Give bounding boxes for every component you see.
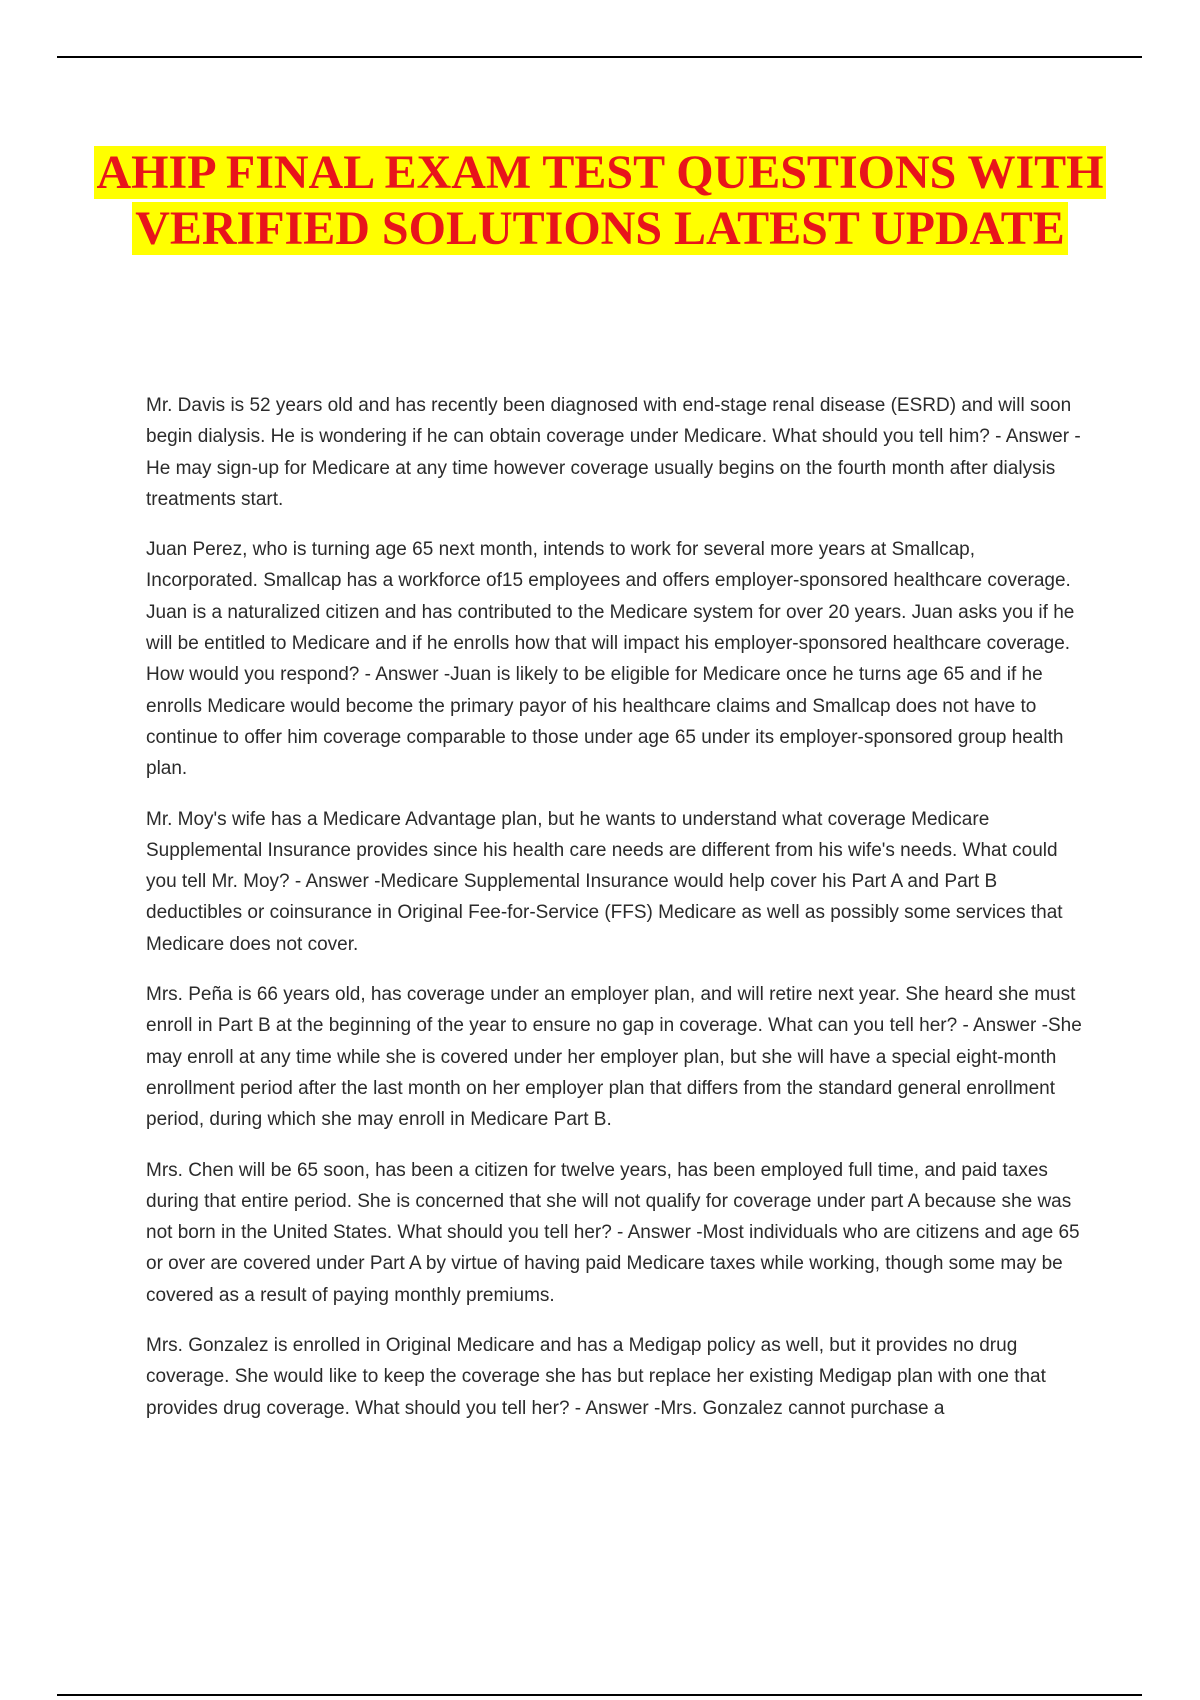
- qa-item-mr-moy: Mr. Moy's wife has a Medicare Advantage plan, but he wants to understand what coverage Medicare Supplemental Insurance provides since his health care needs are different from his wife's needs. What could you tell Mr. Moy? - Answer -Medicare Supplemental Insurance would help cover his Part A and Part B deductibles or coinsurance in Original Fee-for-Service (FFS) Medicare as well as possibly some services that Medicare does not cover.: [146, 808, 1063, 955]
- header-rule: [57, 56, 1142, 58]
- qa-item-juan-perez: Juan Perez, who is turning age 65 next month, intends to work for several more years at Smallcap, Incorporated. Smallcap has a workforce of15 employees and offers employer-sponsored healthcare coverage. Juan is a naturalized citizen and has contributed to the Medicare system for over 20 years. Juan asks you if he will be entitled to Medicare and if he enrolls how that will impact his employer-sponsored healthcare coverage. How would you respond? - Answer -Juan is likely to be eligible for Medicare once he turns age 65 and if he enrolls Medicare would become the primary payor of his healthcare claims and Smallcap does not have to continue to offer him coverage comparable to those under age 65 under its employer-sponsored group health plan.: [146, 539, 1075, 780]
- document-title-text: AHIP FINAL EXAM TEST QUESTIONS WITH VERIFIED SOLUTIONS LATEST UPDATE: [94, 146, 1107, 255]
- qa-item-esrd: Mr. Davis is 52 years old and has recently been diagnosed with end-stage renal disease (ESRD) and will soon begin dialysis. He is wondering if he can obtain coverage under Medicare. What should you tell him? - Answer -He may sign-up for Medicare at any time however coverage usually begins on the fourth month after dialysis treatments start.: [146, 395, 1081, 510]
- qa-list: [146, 390, 1086, 1443]
- footer-rule: [57, 1694, 1142, 1696]
- qa-item-mrs-gonzalez: Mrs. Gonzalez is enrolled in Original Medicare and has a Medigap policy as well, but it provides no drug coverage. She would like to keep the coverage she has but replace her existing Medigap plan with one that provides drug coverage. What should you tell her? - Answer -Mrs. Gonzalez cannot purchase a: [146, 1335, 1046, 1419]
- qa-item-mrs-pena: Mrs. Peña is 66 years old, has coverage under an employer plan, and will retire next year. She heard she must enroll in Part B at the beginning of the year to ensure no gap in coverage. What can you tell her? - Answer -She may enroll at any time while she is covered under her employer plan, but she will have a special eight-month enrollment period after the last month on her employer plan that differs from the standard general enrollment period, during which she may enroll in Medicare Part B.: [146, 984, 1082, 1131]
- qa-item-mrs-chen: Mrs. Chen will be 65 soon, has been a citizen for twelve years, has been employed full time, and paid taxes during that entire period. She is concerned that she will not qualify for coverage under part A because she was not born in the United States. What should you tell her? - Answer -Most individuals who are citizens and age 65 or over are covered under Part A by virtue of having paid Medicare taxes while working, though some may be covered as a result of paying monthly premiums.: [146, 1159, 1080, 1306]
- document-title: [80, 145, 1120, 257]
